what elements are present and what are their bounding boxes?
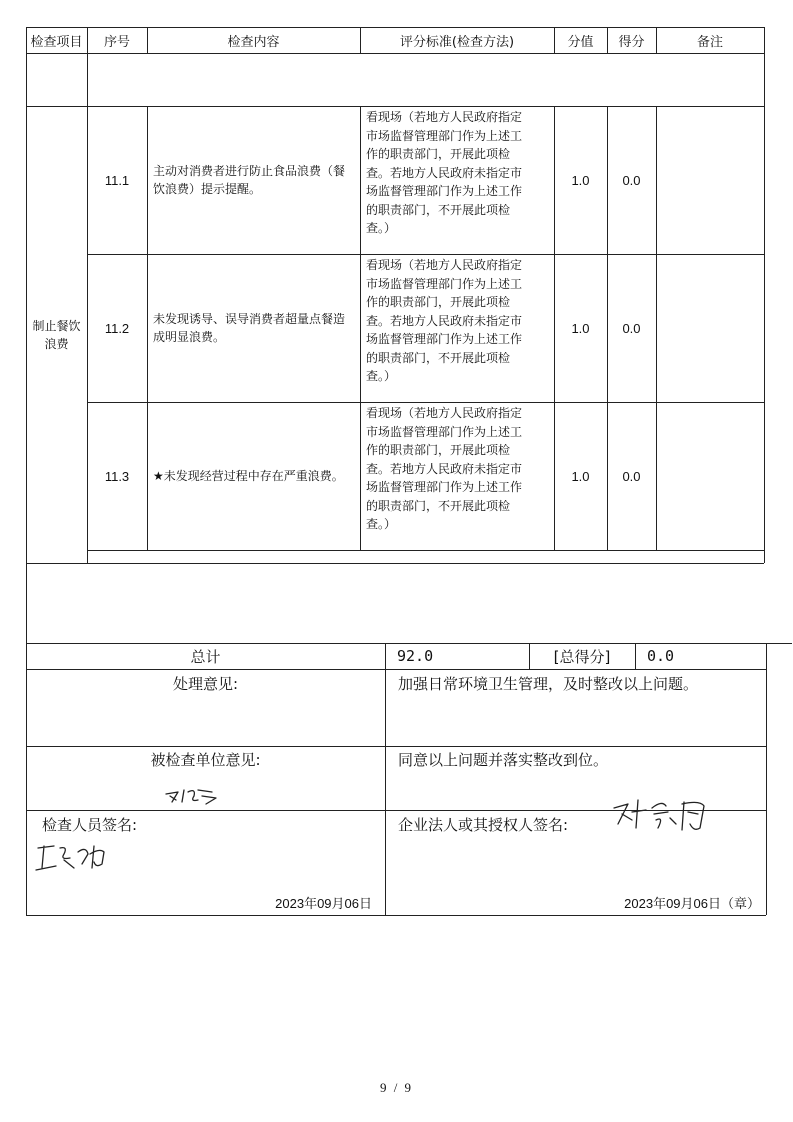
standard-line: 作的职责部门，开展此项检 xyxy=(366,295,511,309)
row-got: 0.0 xyxy=(622,172,641,188)
category-cell xyxy=(26,106,87,563)
standard-line: 作的职责部门，开展此项检 xyxy=(366,147,511,161)
standard-line: 看现场（若地方人民政府指定 xyxy=(366,110,523,124)
standard-line: 查。） xyxy=(366,517,397,531)
row-number: 11.1 xyxy=(104,172,130,188)
header-number: 序号 xyxy=(103,34,130,50)
row-got: 0.0 xyxy=(622,320,641,336)
legal-sign-label: 企业法人或其授权人签名: xyxy=(398,816,569,834)
header-content: 检查内容 xyxy=(227,34,280,50)
score-label: [总得分] xyxy=(553,647,611,666)
row-content xyxy=(147,402,360,550)
unit-opinion-text: 同意以上问题并落实整改到位。 xyxy=(398,751,609,769)
standard-line: 场监督管理部门作为上述工作 xyxy=(366,184,523,198)
inspector-date: 2023年09月06日 xyxy=(275,896,372,911)
row-standard xyxy=(360,404,560,550)
header-remark: 备注 xyxy=(696,34,723,50)
row-standard xyxy=(360,108,560,238)
row-number: 11.3 xyxy=(104,468,130,484)
total-value: 92.0 xyxy=(397,647,434,665)
row-remark xyxy=(656,106,764,254)
inspector-sign-label: 检查人员签名: xyxy=(42,816,138,834)
category-label: 制止餐饮浪费 xyxy=(32,318,81,351)
row-score: 1.0 xyxy=(571,468,590,484)
standard-line: 场监督管理部门作为上述工作 xyxy=(366,332,523,346)
row-remark xyxy=(656,254,764,402)
standard-line: 作的职责部门，开展此项检 xyxy=(366,443,511,457)
header-got: 得分 xyxy=(618,34,645,50)
header-standard: 评分标准(检查方法) xyxy=(399,34,515,50)
handling-text: 加强日常环境卫生管理，及时整改以上问题。 xyxy=(398,675,699,693)
standard-line: 查。若地方人民政府未指定市 xyxy=(366,461,523,476)
header-score: 分值 xyxy=(567,34,594,50)
standard-line: 的职责部门，不开展此项检 xyxy=(366,202,511,217)
row-number: 11.2 xyxy=(104,320,130,336)
standard-line: 查。若地方人民政府未指定市 xyxy=(366,165,523,180)
row-content xyxy=(147,254,360,402)
score-value: 0.0 xyxy=(647,647,675,665)
row-got: 0.0 xyxy=(622,468,641,484)
standard-line: 的职责部门，不开展此项检 xyxy=(366,350,511,365)
row-standard xyxy=(360,256,560,386)
standard-line: 的职责部门，不开展此项检 xyxy=(366,498,511,513)
standard-line: 市场监督管理部门作为上述工 xyxy=(366,128,523,143)
header-check-item: 检查项目 xyxy=(30,34,83,50)
row-content-text: 未发现诱导、误导消费者超量点餐造成明显浪费。 xyxy=(153,312,346,344)
row-score: 1.0 xyxy=(571,172,590,188)
standard-line: 查。） xyxy=(366,221,397,235)
standard-line: 市场监督管理部门作为上述工 xyxy=(366,424,523,439)
row-content xyxy=(147,106,360,254)
handling-label: 处理意见: xyxy=(172,675,239,693)
unit-signature xyxy=(160,782,230,808)
row-content-text: 主动对消费者进行防止食品浪费（餐饮浪费）提示提醒。 xyxy=(153,164,346,196)
standard-line: 查。若地方人民政府未指定市 xyxy=(366,313,523,328)
row-content-text: ★未发现经营过程中存在严重浪费。 xyxy=(153,469,344,483)
standard-line: 查。） xyxy=(366,369,397,383)
inspector-signature xyxy=(34,838,118,876)
standard-line: 看现场（若地方人民政府指定 xyxy=(366,406,523,420)
page-number: 9 / 9 xyxy=(379,1080,414,1095)
row-remark xyxy=(656,402,764,550)
legal-signature xyxy=(608,794,718,840)
total-label: 总计 xyxy=(190,647,221,666)
standard-line: 看现场（若地方人民政府指定 xyxy=(366,258,523,272)
unit-opinion-label: 被检查单位意见: xyxy=(150,751,261,769)
legal-date: 2023年09月06日（章） xyxy=(624,896,760,911)
standard-line: 市场监督管理部门作为上述工 xyxy=(366,276,523,291)
standard-line: 场监督管理部门作为上述工作 xyxy=(366,480,523,494)
row-score: 1.0 xyxy=(571,320,590,336)
